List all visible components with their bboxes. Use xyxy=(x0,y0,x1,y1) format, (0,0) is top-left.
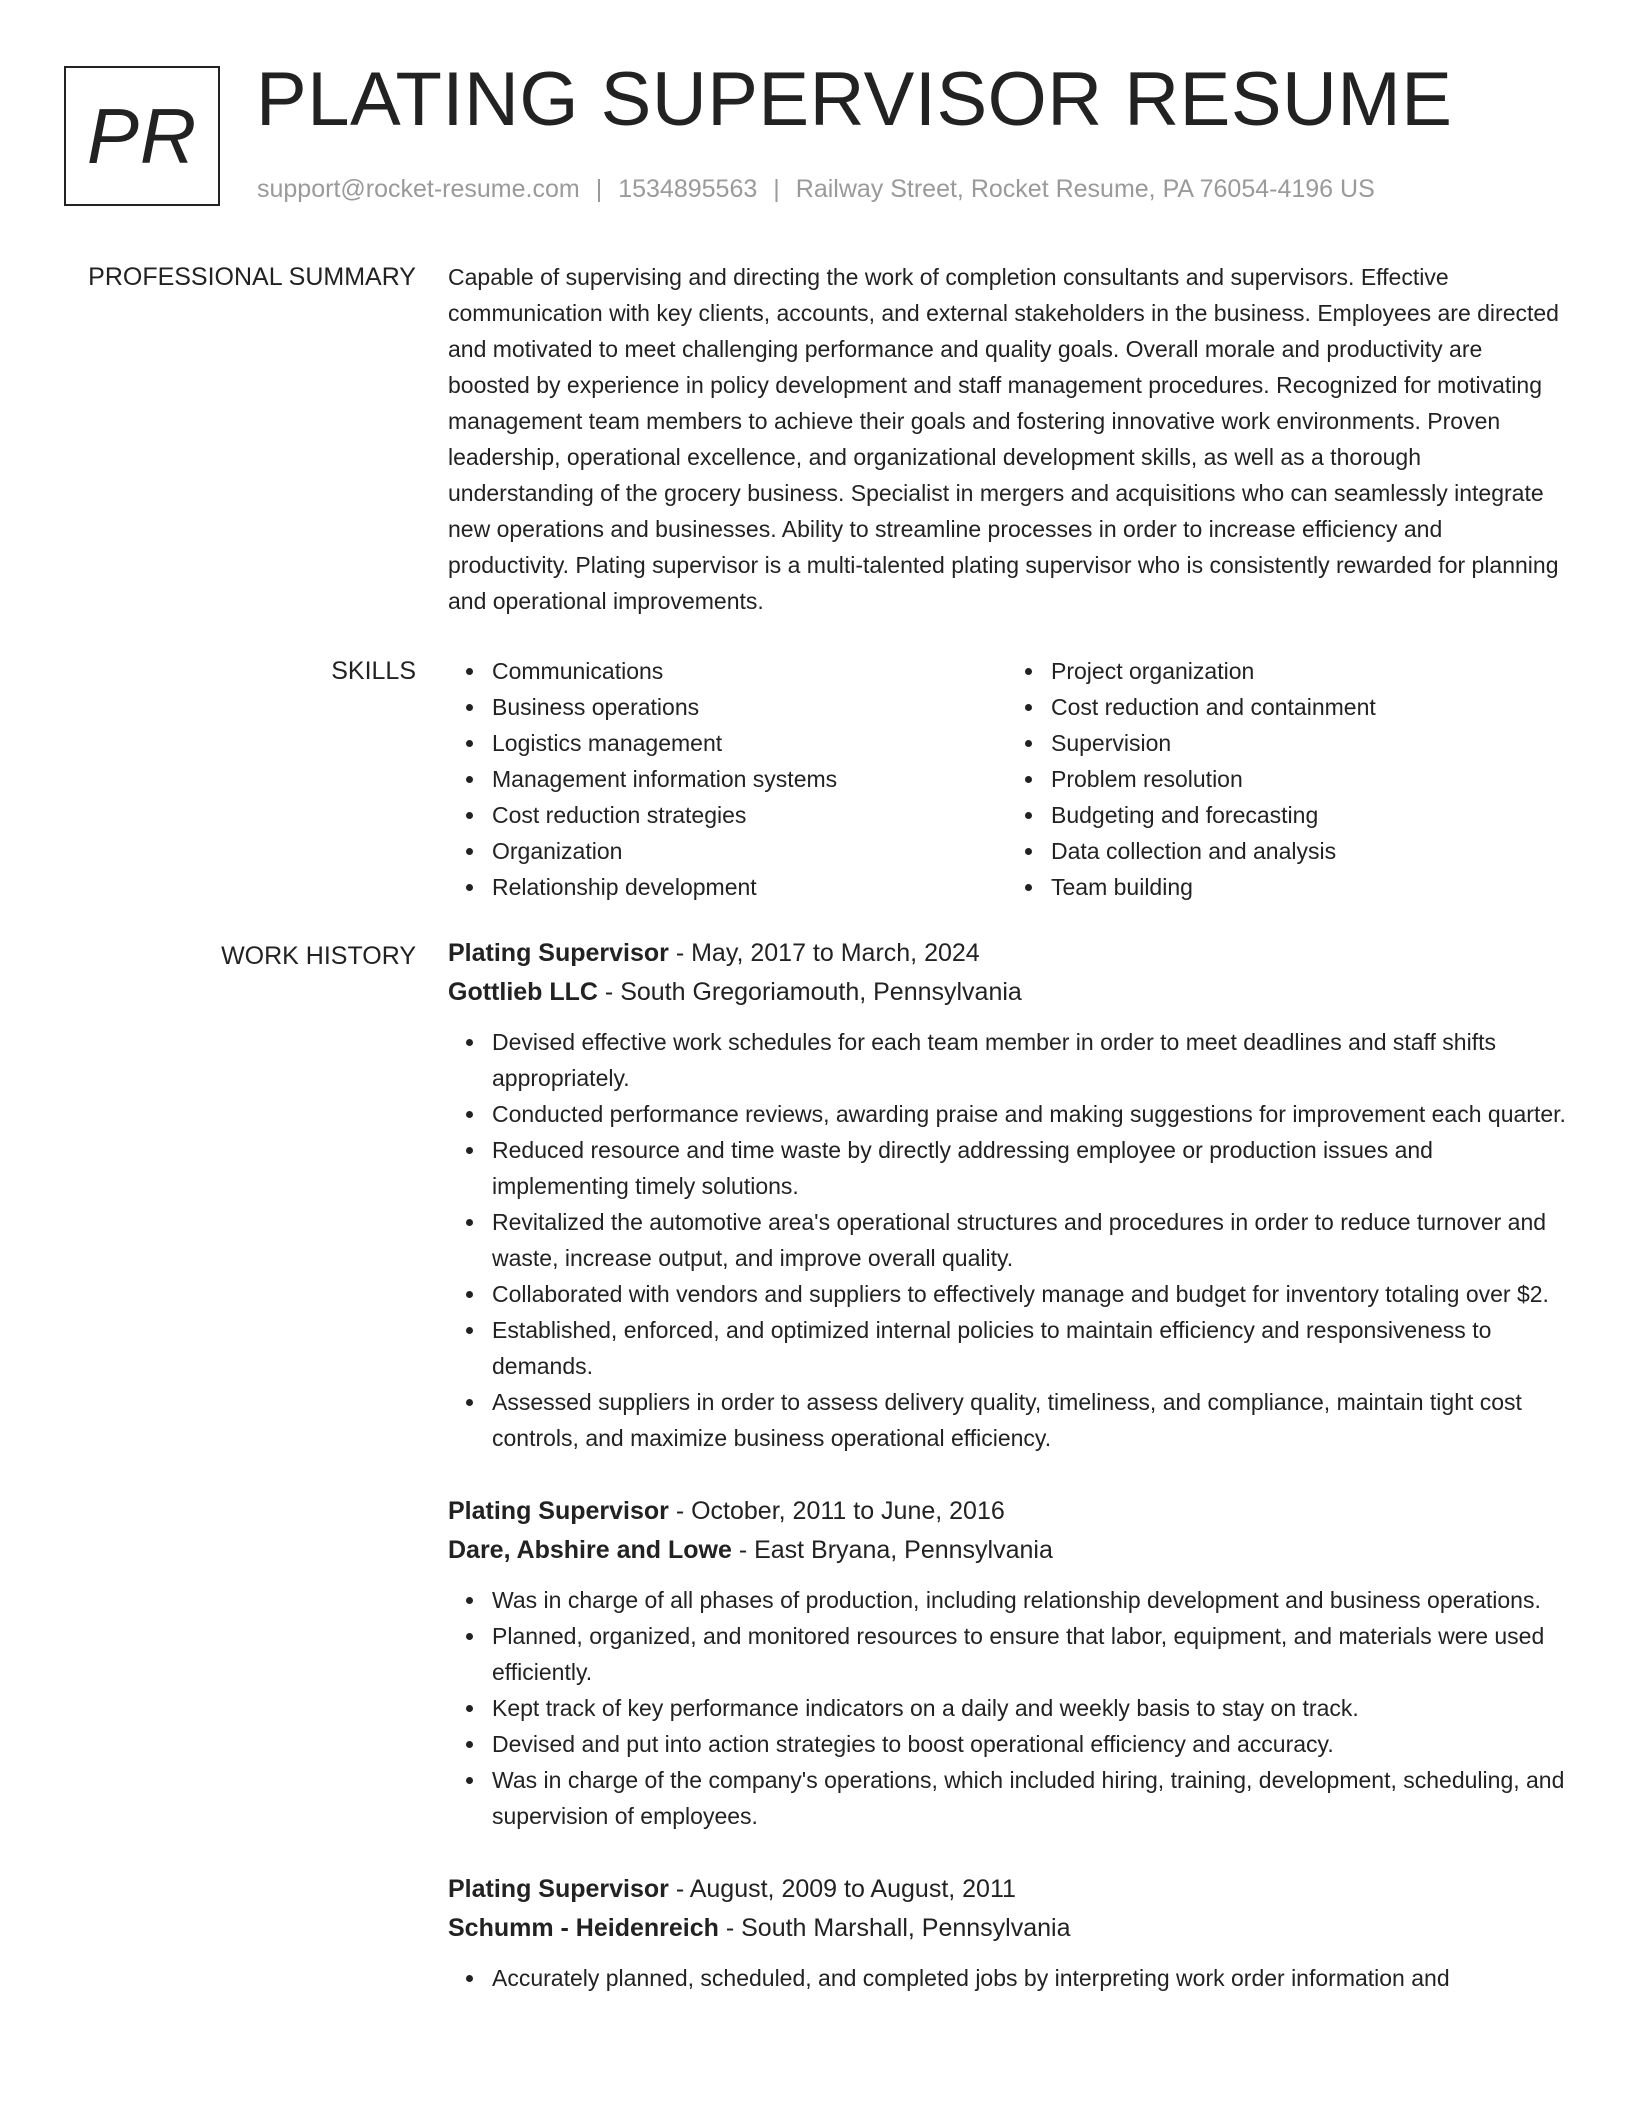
job-duty-item: Established, enforced, and optimized internal policies to maintain efficiency and responsiveness to demands. xyxy=(492,1312,1566,1384)
monogram-logo xyxy=(64,66,220,206)
skill-item: Problem resolution xyxy=(1051,761,1566,797)
job-title-line xyxy=(448,934,1566,973)
job-duty-item: Conducted performance reviews, awarding praise and making suggestions for improvement each quarter. xyxy=(492,1096,1566,1132)
job-duty-item: Was in charge of the company's operations, which included hiring, training, development, scheduling, and supervision of employees. xyxy=(492,1762,1566,1834)
job-duty-item: Collaborated with vendors and suppliers to effectively manage and budget for inventory totaling over $2. xyxy=(492,1276,1566,1312)
skills-column-left xyxy=(448,653,1007,905)
contact-phone[interactable]: 1534895563 xyxy=(618,175,758,203)
job-dates: - August, 2009 to August, 2011 xyxy=(668,1875,1016,1903)
skills-heading: SKILLS xyxy=(331,657,416,685)
job-company-line xyxy=(448,1531,1566,1570)
job-title: Plating Supervisor xyxy=(448,1497,669,1525)
skills-grid xyxy=(448,653,1566,905)
job-dates: - October, 2011 to June, 2016 xyxy=(668,1497,1005,1525)
job-company-line xyxy=(448,973,1566,1012)
skill-item: Management information systems xyxy=(492,761,1007,797)
work-history-heading: WORK HISTORY xyxy=(221,942,416,970)
skill-item: Organization xyxy=(492,833,1007,869)
skill-item: Relationship development xyxy=(492,869,1007,905)
skill-item: Cost reduction and containment xyxy=(1051,689,1566,725)
job-duty-item: Devised effective work schedules for each team member in order to meet deadlines and staff shifts appropriately. xyxy=(492,1024,1566,1096)
job-location: - East Bryana, Pennsylvania xyxy=(731,1536,1053,1564)
job-duty-item: Assessed suppliers in order to assess delivery quality, timeliness, and compliance, maintain tight cost controls, and maximize business operational efficiency. xyxy=(492,1384,1566,1456)
job-entry xyxy=(448,1870,1566,1996)
job-duty-item: Reduced resource and time waste by directly addressing employee or production issues and implementing timely solutions. xyxy=(492,1132,1566,1204)
summary-body xyxy=(448,259,1566,619)
job-duty-item: Accurately planned, scheduled, and completed jobs by interpreting work order information and xyxy=(492,1960,1566,1996)
job-duty-item: Devised and put into action strategies to boost operational efficiency and accuracy. xyxy=(492,1726,1566,1762)
job-company: Gottlieb LLC xyxy=(448,978,598,1006)
monogram-initials: PR xyxy=(86,92,198,180)
job-duty-item: Revitalized the automotive area's operational structures and procedures in order to reduce turnover and waste, increase output, and improve overall quality. xyxy=(492,1204,1566,1276)
summary-heading: PROFESSIONAL SUMMARY xyxy=(88,263,416,291)
job-company: Schumm - Heidenreich xyxy=(448,1914,719,1942)
contact-separator: | xyxy=(773,175,780,203)
job-duty-item: Planned, organized, and monitored resources to ensure that labor, equipment, and materials were used efficiently. xyxy=(492,1618,1566,1690)
job-company: Dare, Abshire and Lowe xyxy=(448,1536,732,1564)
job-title: Plating Supervisor xyxy=(448,939,669,967)
job-duties-list xyxy=(448,1960,1566,1996)
job-title: Plating Supervisor xyxy=(448,1875,669,1903)
skill-item: Communications xyxy=(492,653,1007,689)
job-duties-list xyxy=(448,1582,1566,1834)
job-company-line xyxy=(448,1909,1566,1948)
job-location: - South Gregoriamouth, Pennsylvania xyxy=(597,978,1022,1006)
skills-column-right xyxy=(1007,653,1566,905)
skill-item: Cost reduction strategies xyxy=(492,797,1007,833)
contact-separator: | xyxy=(595,175,603,203)
job-duties-list xyxy=(448,1024,1566,1456)
job-title-line xyxy=(448,1870,1566,1909)
contact-email[interactable]: support@rocket-resume.com xyxy=(257,175,580,203)
work-history-body xyxy=(448,934,1566,2032)
skill-item: Logistics management xyxy=(492,725,1007,761)
skill-item: Supervision xyxy=(1051,725,1566,761)
job-entry xyxy=(448,1492,1566,1834)
skills-body xyxy=(448,653,1566,905)
job-duty-item: Was in charge of all phases of production, including relationship development and business operations. xyxy=(492,1582,1566,1618)
contact-line xyxy=(257,175,1375,204)
skill-item: Team building xyxy=(1051,869,1566,905)
job-location: - South Marshall, Pennsylvania xyxy=(718,1914,1071,1942)
skill-item: Budgeting and forecasting xyxy=(1051,797,1566,833)
job-entry xyxy=(448,934,1566,1456)
skill-item: Business operations xyxy=(492,689,1007,725)
job-dates: - May, 2017 to March, 2024 xyxy=(668,939,980,967)
contact-address: Railway Street, Rocket Resume, PA 76054-4196 US xyxy=(795,175,1375,203)
job-title-line xyxy=(448,1492,1566,1531)
job-duty-item: Kept track of key performance indicators on a daily and weekly basis to stay on track. xyxy=(492,1690,1566,1726)
skill-item: Data collection and analysis xyxy=(1051,833,1566,869)
skill-item: Project organization xyxy=(1051,653,1566,689)
summary-text: Capable of supervising and directing the work of completion consultants and supervisors. Effective communication with key clients, accounts, and external stakeholders in the business. Employees are directed and motivated to meet challenging performance and quality goals. Overall morale and productivity are boosted by experience in policy development and staff management procedures. Recognized for motivating management team members to achieve their goals and fostering innovative work environments. Proven leadership, operational excellence, and organizational development skills, as well as a thorough understanding of the grocery business. Specialist in mergers and acquisitions who can seamlessly integrate new operations and businesses. Ability to streamline processes in order to increase efficiency and productivity. Plating supervisor is a multi-talented plating supervisor who is consistently rewarded for planning and operational improvements. xyxy=(448,264,1559,614)
resume-title: PLATING SUPERVISOR RESUME xyxy=(256,57,1453,142)
